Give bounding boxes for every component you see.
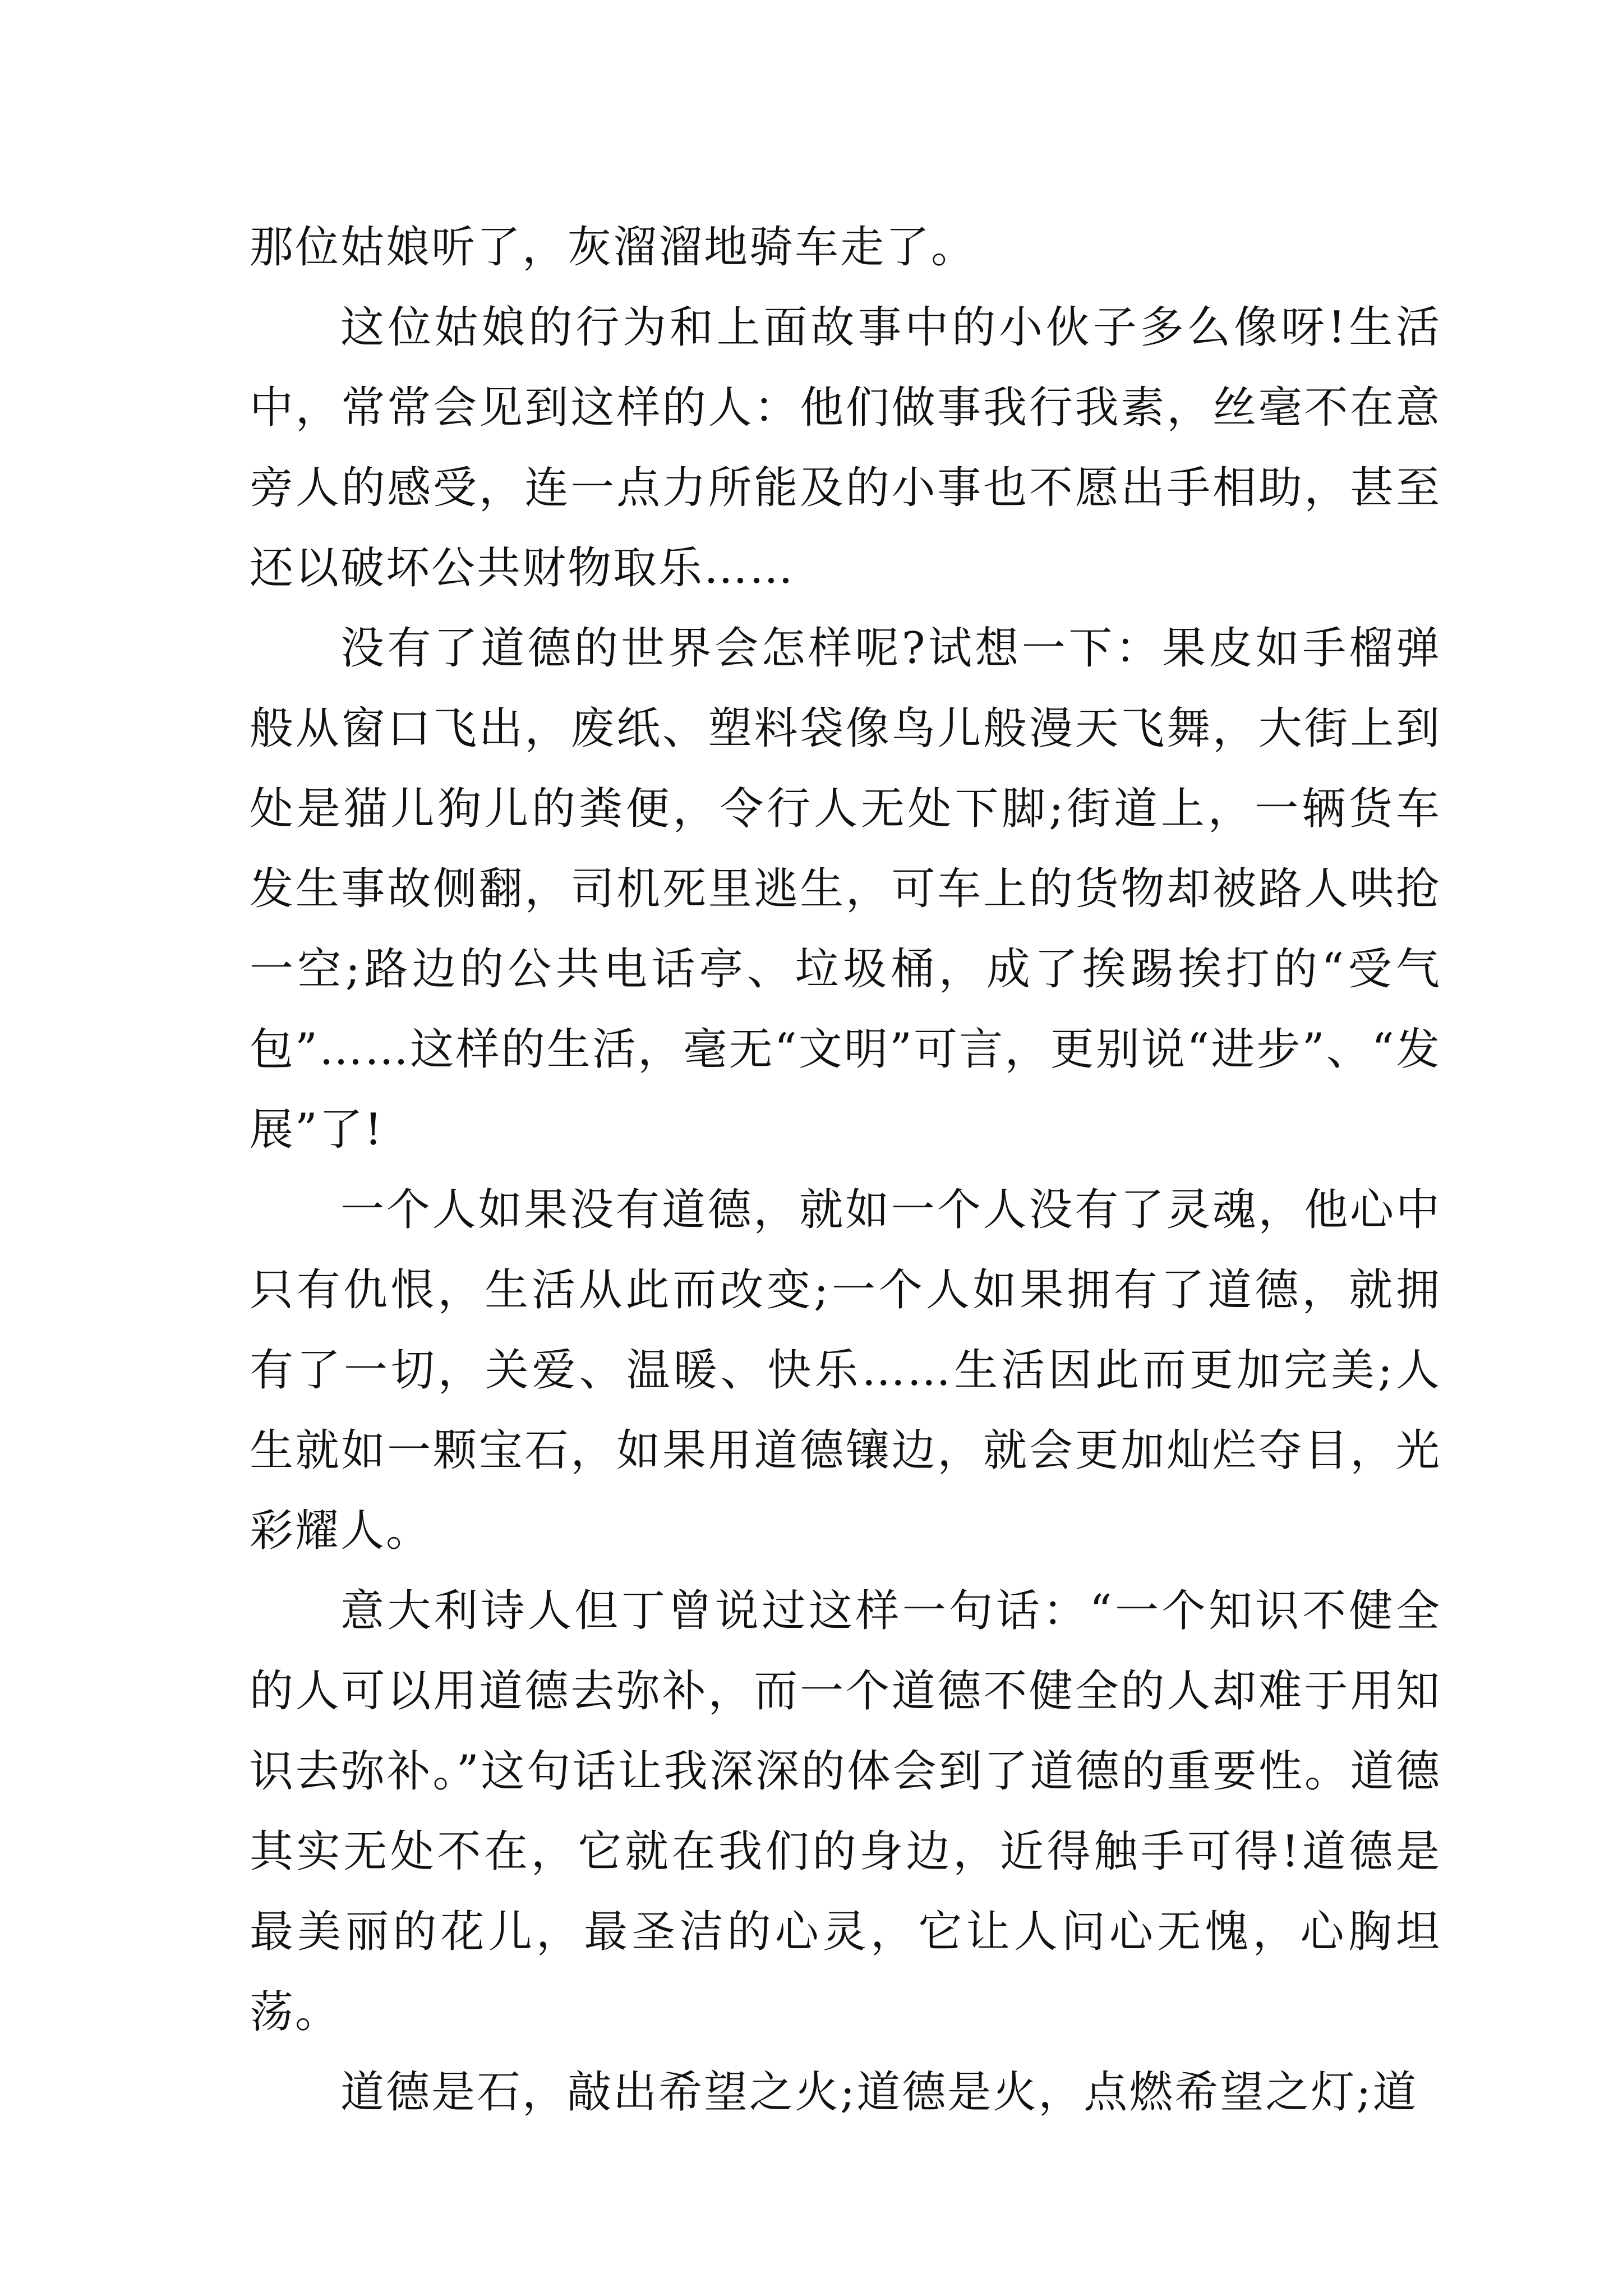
paragraph-4: 一个人如果没有道德，就如一个人没有了灵魂，他心中只有仇恨，生活从此而改变;一个人如果拥有了道德，就拥有了一切，关爱、温暖、快乐……生活因此而更加完美;人生就如一颗宝石，如果用道德镶边，就会更加灿烂夺目，光彩耀人。	[250, 1185, 1441, 1556]
paragraph-3: 没有了道德的世界会怎样呢?试想一下：果皮如手榴弹般从窗口飞出，废纸、塑料袋像鸟儿般漫天飞舞，大街上到处是猫儿狗儿的粪便，令行人无处下脚;街道上，一辆货车发生事故侧翻，司机死里逃生，可车上的货物却被路人哄抢一空;路边的公共电话亭、垃圾桶，成了挨踢挨打的“受气包”……这样的生活，毫无“文明”可言，更别说“进步”、“发展”了!	[250, 623, 1441, 1155]
paragraph-6: 道德是石，敲出希望之火;道德是火，点燃希望之灯;道	[340, 2067, 1418, 2118]
paragraph-1: 那位姑娘听了，灰溜溜地骑车走了。	[250, 222, 977, 273]
document-body	[250, 208, 1441, 2133]
paragraph-5: 意大利诗人但丁曾说过这样一句话：“一个知识不健全的人可以用道德去弥补，而一个道德不健全的人却难于用知识去弥补。”这句话让我深深的体会到了道德的重要性。道德其实无处不在，它就在我们的身边，近得触手可得!道德是最美丽的花儿，最圣洁的心灵，它让人问心无愧，心胸坦荡。	[250, 1586, 1441, 2037]
paragraph-2: 这位姑娘的行为和上面故事中的小伙子多么像呀!生活中，常常会见到这样的人：他们做事我行我素，丝毫不在意旁人的感受，连一点力所能及的小事也不愿出手相助，甚至还以破坏公共财物取乐……	[250, 302, 1441, 593]
